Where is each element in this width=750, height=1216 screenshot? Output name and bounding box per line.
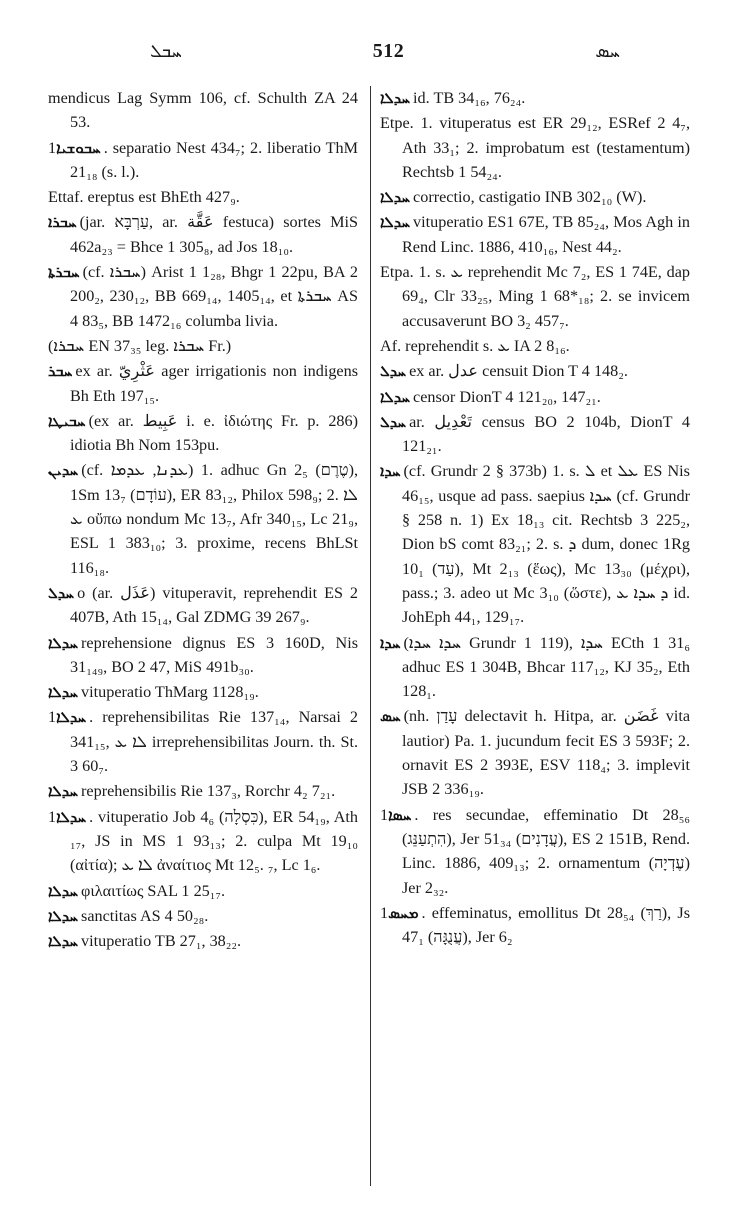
dictionary-entry — [48, 334, 358, 358]
entry-lemma: ܚܕܐ — [380, 462, 401, 481]
entry-lemma: ܚܕܐ — [380, 633, 401, 652]
dictionary-entry — [380, 631, 690, 704]
entry-lemma: ܚܒܪ — [48, 362, 73, 381]
entry-lemma: ܚܒܪܐ — [48, 213, 77, 232]
dictionary-entry — [380, 334, 690, 358]
dictionary-entry — [380, 385, 690, 409]
entry-text: Etpe. 1. vituperatus est ER 29₁₂, ESRef 2 4₇, Ath 33₁; 2. improbatum est (testamentum) Rechtsb 1 54₂₄. — [380, 114, 690, 181]
entry-text: sanctitas AS 4 50₂₈. — [81, 906, 209, 925]
running-head-left: ܚܒܠ — [150, 41, 182, 62]
dictionary-entry — [48, 631, 358, 680]
entry-lemma: ܚܕܠܐ — [48, 932, 79, 951]
entry-text: ar. تَعْدِيل census BO 2 104b, DionT 4 121₂₁. — [402, 412, 690, 456]
column-divider — [370, 86, 371, 1186]
entry-text: 1. res secundae, effeminatio Dt 28₅₆ (הִתְעַנֵּג), Jer 51₃₄ (עֲדָנִים), ES 2 151B, Rend. Linc. 1886, 409₁₃; 2. ornamentum (עֶדְיָה) Jer 2₃₂. — [380, 805, 690, 897]
left-column — [48, 86, 358, 954]
entry-text: reprehensione dignus ES 3 160D, Nis 31₁₄₉, BO 2 47, MiS 491b₃₀. — [70, 633, 358, 676]
dictionary-entry — [48, 581, 358, 630]
entry-text: Ettaf. ereptus est BhEth 427₉. — [48, 188, 240, 207]
entry-text: ex ar. عدل censuit Dion T 4 148₂. — [409, 362, 628, 381]
dictionary-entry — [48, 705, 358, 778]
dictionary-entry — [380, 901, 690, 950]
dictionary-entry — [48, 359, 358, 408]
entry-text: vituperatio ThMarg 1128₁₉. — [81, 683, 259, 702]
dictionary-entry — [48, 458, 358, 579]
dictionary-entry — [48, 409, 358, 458]
entry-lemma: ܚܕܠܐ — [48, 633, 79, 652]
entry-text: reprehensibilis Rie 137₃, Rorchr 4₂ 7₂₁. — [81, 782, 336, 801]
page-number: 512 — [372, 40, 405, 62]
entry-lemma: ܚܒܘܫܝܐ — [56, 138, 101, 157]
entry-text: (cf. ܥܕܢܐ, ܥܕܡܐ) 1. adhuc Gn 2₅ (טֶרֶם), 1Sm 13₇ (עוֹדָם), ER 83₁₂, Philox 598₉; 2. ܠܐ ܥ οὔπω nondum Mc 13₇, Afr 340₁₅, Lc 21₉, ESL 1 383₁₀; 3. proxime, recens BhLSt 116₁₈. — [70, 461, 359, 577]
dictionary-entry — [48, 185, 358, 209]
dictionary-entry — [48, 904, 358, 928]
entry-text: mendicus Lag Symm 106, cf. Schulth ZA 24 53. — [48, 89, 358, 132]
dictionary-entry — [380, 210, 690, 259]
entry-lemma: ܚܣ — [380, 707, 401, 726]
entry-text: id. TB 34₁₆, 76₂₄. — [413, 89, 526, 107]
dictionary-entry — [380, 410, 690, 459]
entry-text: correctio, castigatio INB 302₁₀ (W). — [413, 188, 647, 207]
entry-text: (ܚܒܪܐ EN 37₃₅ leg. ܚܒܪܐ Fr.) — [48, 336, 232, 355]
dictionary-entry — [380, 359, 690, 383]
entry-lemma: ܚܕܠܐ — [380, 188, 411, 207]
entry-lemma: ܚܕܠܐ — [56, 807, 87, 826]
entry-lemma: ܚܕܠܐ — [48, 906, 79, 925]
dictionary-entry — [48, 929, 358, 953]
dictionary-entry — [380, 704, 690, 801]
dictionary-entry — [380, 459, 690, 629]
dictionary-entry — [380, 260, 690, 333]
entry-text: 1. reprehensibilitas Rie 137₁₄, Narsai 2 341₁₅, ܠܐ ܥ irreprehensibilitas Journ. th. St. 3 60₇. — [48, 708, 358, 776]
dictionary-entry — [380, 803, 690, 900]
dictionary-entry — [48, 260, 358, 333]
dictionary-entry — [48, 210, 358, 259]
entry-lemma: ܚܕܠ — [380, 412, 407, 431]
dictionary-entry — [48, 86, 358, 135]
entry-text: (cf. Grundr 2 § 373b) 1. s. ܠ et ܥܠ ES Nis 46₁₅, usque ad pass. saepius ܚܕܐ (cf. Grundr § 258 n. 1) Ex 18₁₃ cit. Rechtsb 3 225₂, Dion bS comt 83₂₁; 2. s. ܕ dum, donec 1Rg 10₁ (עַד), Mt 2₁₃ (ἕως), Mc 13₃₀ (μέχρι), pass.; 3. adeo ut Mc 3₁₀ (ὥστε), ܕ ܚܕܐ ܥ id. JohEph 44₁, 129₁₇. — [402, 462, 691, 627]
entry-lemma: ܚܕܝܢ — [48, 461, 79, 480]
entry-text: φιλαιτίως SAL 1 25₁₇. — [81, 881, 226, 900]
dictionary-entry — [380, 111, 690, 184]
entry-lemma: ܚܕܠܐ — [48, 683, 79, 702]
entry-text: 1. separatio Nest 434₇; 2. liberatio ThM 21₁₈ (s. l.). — [48, 138, 358, 181]
entry-text: 1. vituperatio Job 4₆ (כִּסְלָה), ER 54₁₉, Ath ₁₇, JS in MS 1 93₁₃; 2. culpa Mt 19₁₀ (αἰτία); ܠܐ ܥ ἀναίτιος Mt 12₅. ₇, Lc 1₆. — [48, 807, 358, 875]
page-header — [150, 40, 620, 70]
running-head-right: ܚܣ — [595, 41, 620, 62]
dictionary-entry — [48, 779, 358, 803]
right-column — [380, 86, 690, 950]
entry-lemma: ܚܒܪܬܐ — [48, 263, 80, 282]
entry-text: ex ar. عَثْرِيّ ager irrigationis non indigens Bh Eth 197₁₅. — [70, 362, 358, 405]
entry-text: Af. reprehendit s. ܥ IA 2 8₁₆. — [380, 336, 570, 355]
entry-lemma: ܚܕܠܐ — [48, 782, 79, 801]
entry-text: (jar. עַרְבָּא, ar. عَقَّة festuca) sortes MiS 462a₂₃ = Bhce 1 305₈, ad Jos 18₁₀. — [70, 213, 359, 256]
entry-text: censor DionT 4 121₂₀, 147₂₁. — [413, 387, 601, 406]
entry-text: vituperatio TB 27₁, 38₂₂. — [81, 932, 242, 951]
entry-lemma: ܚܕܠ — [48, 583, 75, 602]
entry-lemma: ܚܕܠܐ — [48, 881, 79, 900]
entry-text: 1. effeminatus, emollitus Dt 28₅₄ (רַךְ), Js 47₁ (עֲנֻגָּה), Jer 6₂ — [380, 903, 691, 947]
dictionary-entry — [48, 680, 358, 704]
entry-lemma: ܚܒܝܛܐ — [48, 411, 86, 430]
entry-lemma: ܚܣܐ — [388, 805, 412, 824]
entry-lemma: ܚܕܠ — [380, 362, 407, 381]
dictionary-entry — [48, 805, 358, 878]
dictionary-entry — [380, 86, 690, 110]
entry-text: (ܚܕܐ ܚܕܐ Grundr 1 119), ܚܕܐ ECth 1 31₆ adhuc ES 1 304B, Bhcar 117₁₂, KJ 35₂, Eth 128₁. — [402, 633, 691, 701]
dictionary-entry — [380, 185, 690, 209]
entry-text: (cf. ܚܒܪܐ) Arist 1 1₂₈, Bhgr 1 22pu, BA 2 200₂, 230₁₂, BB 669₁₄, 1405₁₄, et ܚܒܪܬܐ AS 4 83₅, BB 1472₁₆ columba livia. — [70, 263, 358, 330]
entry-text: (ex ar. عَبِيط i. e. ἰδιώτης Fr. p. 286) idiotia Bh Nom 153pu. — [70, 411, 358, 455]
entry-lemma: ܚܕܠܐ — [380, 213, 411, 232]
dictionary-entry — [48, 136, 358, 185]
entry-lemma: ܚܕܠܐ — [56, 708, 87, 727]
dictionary-entry — [48, 879, 358, 903]
entry-text: (nh. עָדַן delectavit h. Hitpa, ar. غَضَن vita lautior) Pa. 1. jucundum fecit ES 3 593F; 2. ornavit ES 2 393E, ESV 118₄; 3. implevit JSB 2 336₁₉. — [402, 707, 691, 799]
entry-lemma: ܚܕܠܐ — [380, 89, 411, 107]
entry-text: vituperatio ES1 67E, TB 85₂₄, Mos Agh in Rend Linc. 1886, 410₁₆, Nest 44₂. — [402, 213, 690, 256]
entry-lemma: ܡܚܣ — [388, 903, 419, 922]
entry-lemma: ܚܕܠܐ — [380, 387, 411, 406]
entry-text: Etpa. 1. s. ܥ reprehendit Mc 7₂, ES 1 74E, dap 69₄, Clr 33₂₅, Ming 1 68*₁₈; 2. se invicem accusaverunt BO 3₂ 457₇. — [380, 263, 690, 330]
entry-text: o (ar. عَذَل) vituperavit, reprehendit ES 2 407B, Ath 15₁₄, Gal ZDMG 39 267₉. — [70, 583, 358, 627]
